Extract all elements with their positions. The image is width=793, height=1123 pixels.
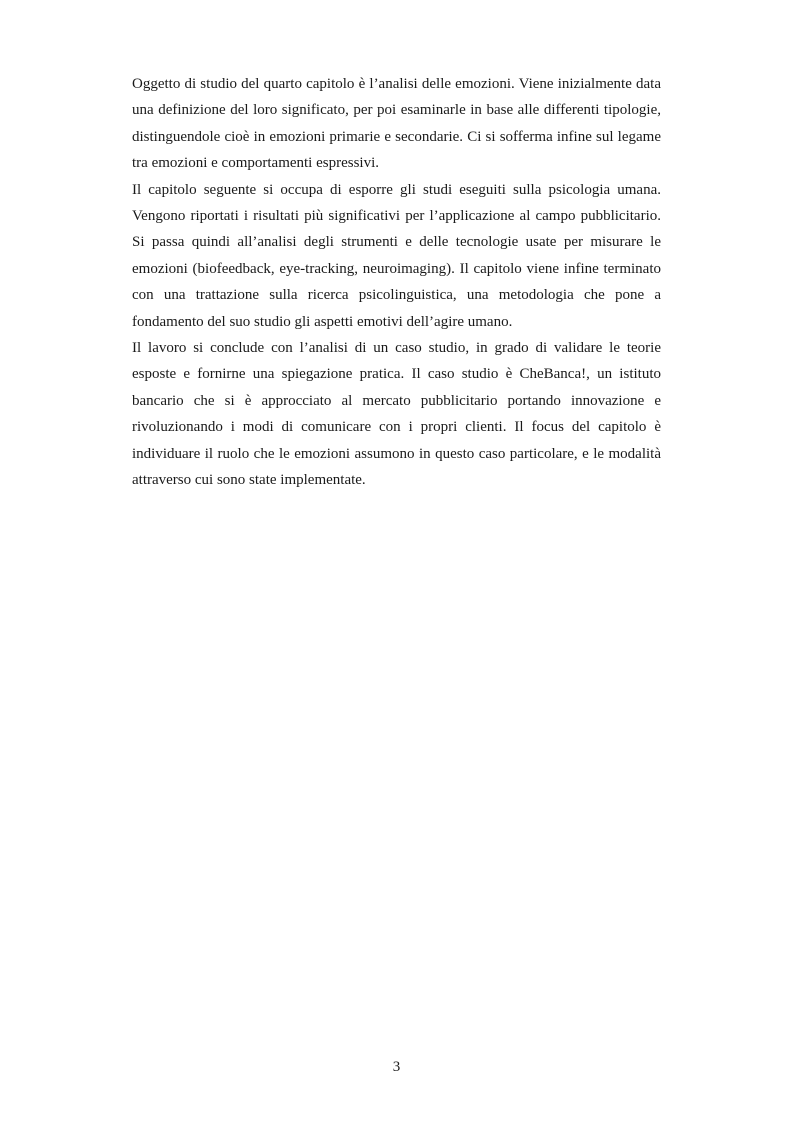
page-number: 3: [392, 1059, 401, 1075]
paragraph-chapter-five: Il capitolo seguente si occupa di esporre gli studi eseguiti sulla psicologia umana. Vengono riportati i risultati più significativi per l’applicazione al campo pubblicitario. Si passa quindi all’analisi degli strumenti e delle tecnologie usate per misurare le emozioni (biofeedback, eye-tracking, neuroimaging). Il capitolo viene infine terminato con una trattazione sulla ricerca psicolinguistica, una metodologia che pone a fondamento del suo studio gli aspetti emotivi dell’agire umano.: [132, 181, 661, 330]
paragraph-chapter-four: Oggetto di studio del quarto capitolo è l’analisi delle emozioni. Viene inizialmente data una definizione del loro significato, per poi esaminarle in base alle differenti tipologie, distinguendole cioè in emozioni primarie e secondarie. Ci si sofferma infine sul legame tra emozioni e comportamenti espressivi.: [132, 76, 661, 172]
body-text: [132, 71, 661, 494]
paragraph-case-study: Il lavoro si conclude con l’analisi di un caso studio, in grado di validare le teorie esposte e fornirne una spiegazione pratica. Il caso studio è CheBanca!, un istituto bancario che si è approcciato al mercato pubblicitario portando innovazione e rivoluzionando i modi di comunicare con i propri clienti. Il focus del capitolo è individuare il ruolo che le emozioni assumono in questo caso particolare, e le modalità attraverso cui sono state implementate.: [132, 340, 661, 489]
